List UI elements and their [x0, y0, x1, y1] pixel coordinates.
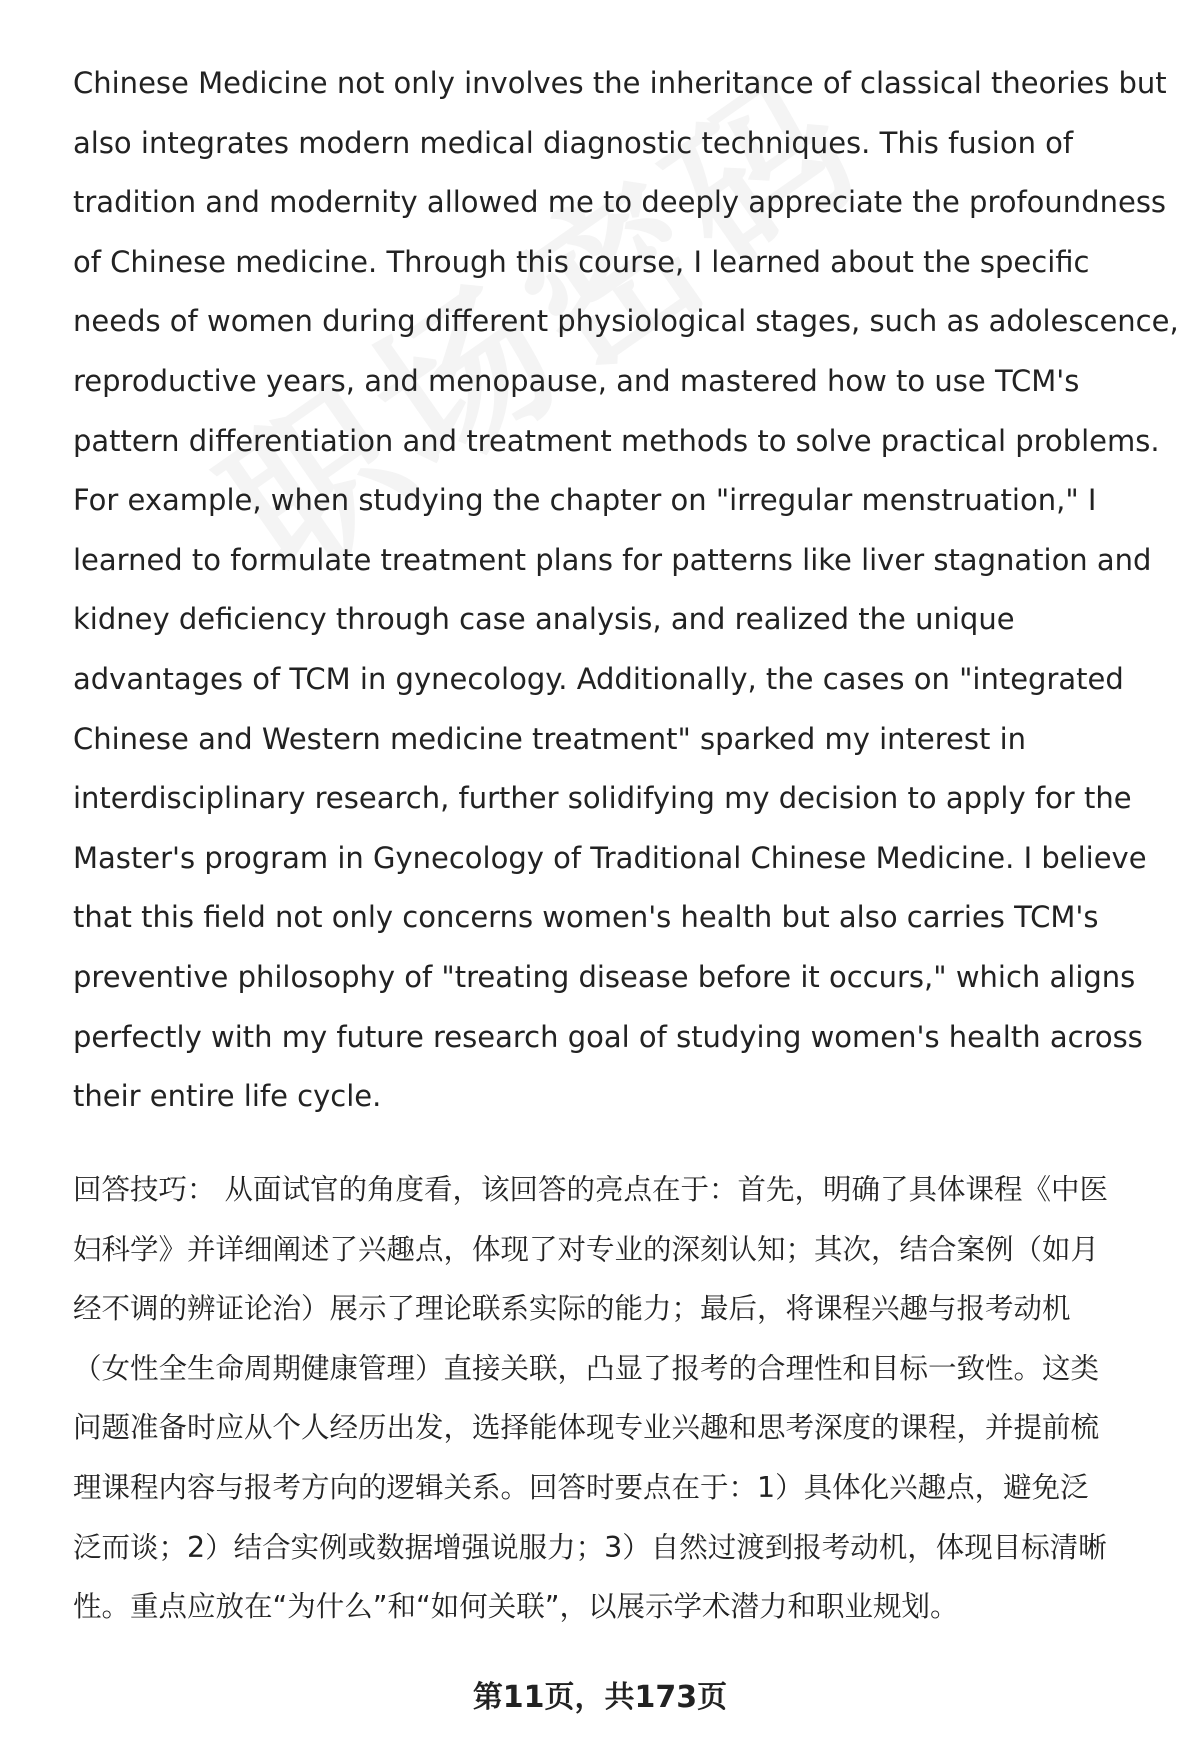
answer-line: interdisciplinary research, further solidifying my decision to apply for the	[73, 781, 1132, 816]
answer-line: advantages of TCM in gynecology. Additionally, the cases on "integrated	[73, 661, 1124, 696]
answer-line: their entire life cycle.	[73, 1079, 382, 1114]
tips-line: 理课程内容与报考方向的逻辑关系。回答时要点在于：1）具体化兴趣点，避免泛	[73, 1470, 1089, 1504]
answer-line: of Chinese medicine. Through this course, I learned about the specific	[73, 244, 1090, 279]
tips-line: 经不调的辨证论治）展示了理论联系实际的能力；最后，将课程兴趣与报考动机	[73, 1292, 1071, 1326]
answer-line: also integrates modern medical diagnostic techniques. This fusion of	[73, 125, 1074, 160]
tips-line: （女性全生命周期健康管理）直接关联，凸显了报考的合理性和目标一致性。这类	[73, 1351, 1100, 1385]
answer-line: that this field not only concerns women's health but also carries TCM's	[73, 900, 1099, 935]
answer-line: needs of women during different physiological stages, such as adolescence,	[73, 304, 1179, 339]
answer-line: tradition and modernity allowed me to deeply appreciate the profoundness	[73, 185, 1167, 220]
answer-line: Chinese and Western medicine treatment" sparked my interest in	[73, 721, 1027, 756]
answer-paragraph	[73, 54, 1179, 1127]
tips-line: 回答技巧： 从面试官的角度看，该回答的亮点在于：首先，明确了具体课程《中医	[73, 1173, 1109, 1206]
answer-line: For example, when studying the chapter on "irregular menstruation," I	[73, 483, 1097, 518]
tips-line: 性。重点应放在“为什么”和“如何关联”，以展示学术潜力和职业规划。	[73, 1590, 959, 1624]
answer-line: perfectly with my future research goal of studying women's health across	[73, 1019, 1143, 1054]
tips-line: 妇科学》并详细阐述了兴趣点，体现了对专业的深刻认知；其次，结合案例（如月	[73, 1232, 1100, 1266]
answer-line: Chinese Medicine not only involves the inheritance of classical theories but	[73, 66, 1167, 100]
answer-line: kidney deficiency through case analysis, and realized the unique	[73, 602, 1015, 637]
answer-line: reproductive years, and menopause, and mastered how to use TCM's	[73, 363, 1080, 398]
page-number-footer: 第11页，共173页	[472, 1680, 728, 1715]
answer-line: preventive philosophy of "treating disease before it occurs," which aligns	[73, 959, 1136, 994]
answer-line: learned to formulate treatment plans for patterns like liver stagnation and	[73, 542, 1152, 577]
tips-line: 泛而谈；2）结合实例或数据增强说服力；3）自然过渡到报考动机，体现目标清晰	[73, 1530, 1107, 1564]
answer-line: Master's program in Gynecology of Traditional Chinese Medicine. I believe	[73, 840, 1147, 875]
tips-line: 问题准备时应从个人经历出发，选择能体现专业兴趣和思考深度的课程，并提前梳	[73, 1411, 1100, 1445]
answer-line: pattern differentiation and treatment methods to solve practical problems.	[73, 423, 1160, 458]
answer-tips-paragraph	[73, 1160, 1163, 1637]
